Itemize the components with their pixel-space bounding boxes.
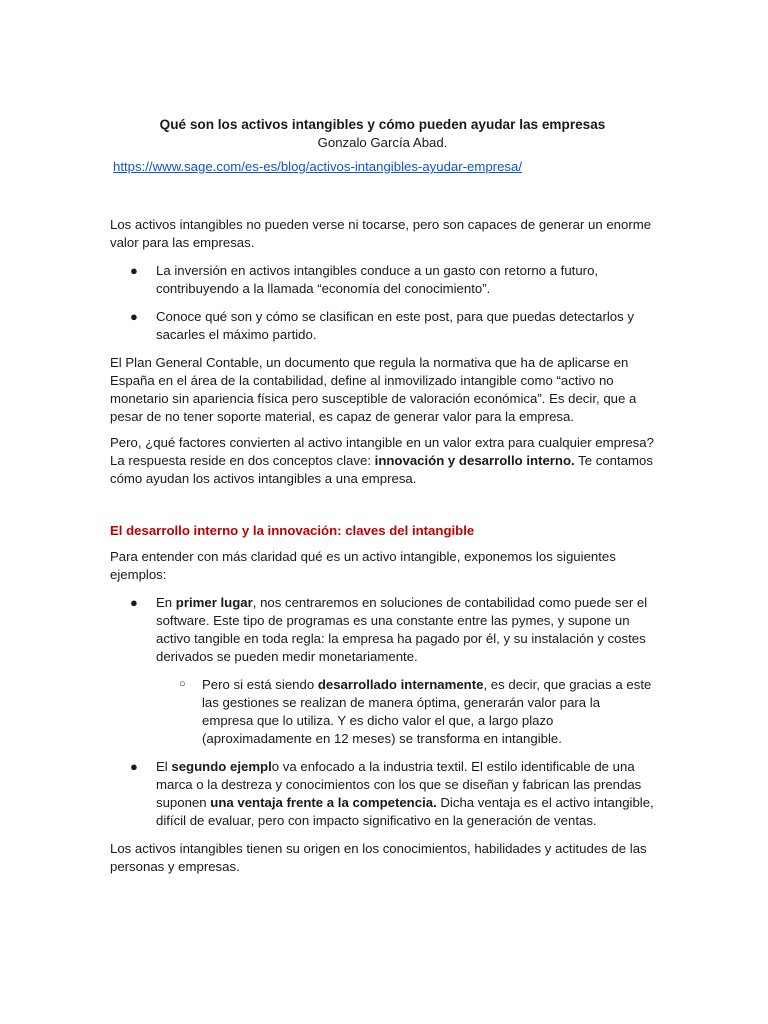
paragraph-plan-contable: El Plan General Contable, un documento que regula la normativa que ha de aplicarse en España en el área de la contabilidad, define al inmovilizado intangible como “activo no monetario sin apariencia física pero susceptible de valoración económica”. Es decir, que a pesar de no tener soporte material, es capaz de generar valor para la empresa. [110, 355, 637, 424]
bullet-icon: ● [130, 759, 138, 774]
list-item: ● La inversión en activos intangibles conduce a un gasto con retorno a futuro, contribuyendo a la llamada “economía del conocimiento”. [130, 263, 599, 296]
list-item: ● En primer lugar, nos centraremos en soluciones de contabilidad como puede ser el software. Este tipo de programas es una constante entre las pymes, y supone un activo tangible en toda regla: la empresa ha pagado por él, y su instalación y costes derivados se pueden medir monetariamente. ○ Pero si está siendo desarrollado internamente, es decir, que gracias a este las gestiones se realizan de manera óptima, generarán valor para la empresa que lo utiliza. Y es dicho valor el que, a largo plazo (aproximadamente en 12 meses) se transforma en intangible. [110, 594, 655, 748]
paragraph-ejemplos: Para entender con más claridad qué es un activo intangible, exponemos los siguientes ejemplos: [110, 549, 616, 582]
bullet-icon: ● [130, 309, 138, 324]
examples-list [110, 594, 655, 830]
list-item: ● Conoce qué son y cómo se clasifican en este post, para que puedas detectarlos y sacarles el máximo partido. [130, 309, 634, 342]
document-title: Qué son los activos intangibles y cómo pueden ayudar las empresas [159, 117, 606, 132]
source-link[interactable]: https://www.sage.com/es-es/blog/activos-intangibles-ayudar-empresa/ [113, 159, 522, 174]
bullet-icon: ● [130, 263, 138, 278]
sub-list [156, 676, 655, 748]
summary-list [110, 262, 655, 344]
author-name: Gonzalo García Abad. [317, 135, 448, 150]
bullet-icon: ● [130, 595, 138, 610]
circle-bullet-icon: ○ [179, 678, 186, 690]
intro-paragraph: Los activos intangibles no pueden verse ni tocarse, pero son capaces de generar un enorme valor para las empresas. [110, 217, 652, 250]
paragraph-origen: Los activos intangibles tienen su origen en los conocimientos, habilidades y actitudes de las personas y empresas. [110, 841, 647, 874]
document-page [110, 116, 655, 876]
list-item: ● El segundo ejemplo va enfocado a la industria textil. El estilo identificable de una marca o la destreza y conocimientos con los que se diseñan y fabrican las prendas suponen una ventaja frente a la competencia. Dicha ventaja es el activo intangible, difícil de evaluar, pero con impacto significativo en la generación de ventas. [130, 759, 654, 828]
paragraph-factores: Pero, ¿qué factores convierten al activo intangible en un valor extra para cualquier empresa? La respuesta reside en dos conceptos clave: innovación y desarrollo interno. Te contamos cómo ayudan los activos intangibles a una empresa. [110, 435, 654, 486]
section-heading: El desarrollo interno y la innovación: claves del intangible [110, 523, 475, 538]
sub-list-item: ○ Pero si está siendo desarrollado internamente, es decir, que gracias a este las gestiones se realizan de manera óptima, generarán valor para la empresa que lo utiliza. Y es dicho valor el que, a largo plazo (aproximadamente en 12 meses) se transforma en intangible. [179, 677, 652, 746]
